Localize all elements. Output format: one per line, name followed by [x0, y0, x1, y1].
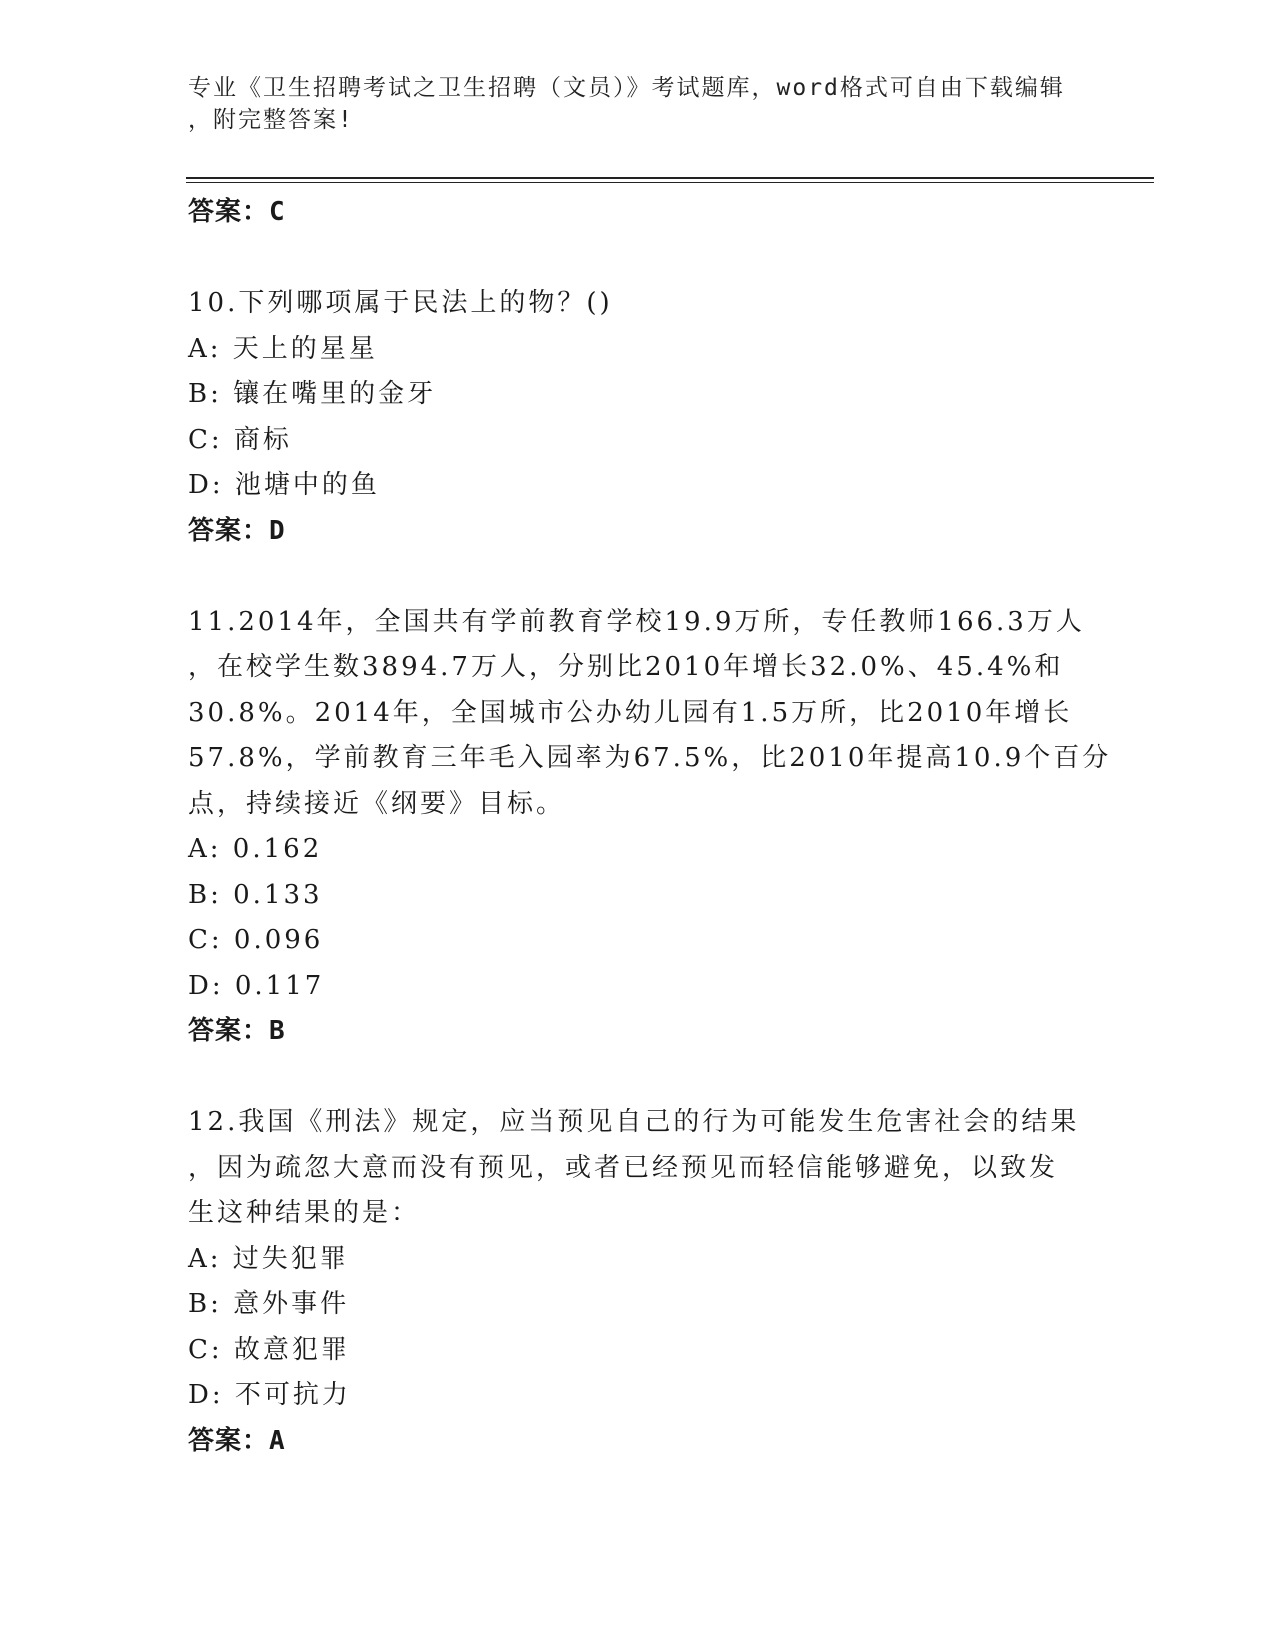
header-line-2: ，附完整答案! — [188, 107, 354, 133]
question-stem-line: 30.8%。2014年，全国城市公办幼儿园有1.5万所，比2010年增长 — [188, 697, 1073, 728]
option-a: A: 0.162 — [188, 834, 323, 864]
question-block — [188, 600, 1112, 1055]
document-header — [188, 72, 1088, 136]
option-a: A: 天上的星星 — [188, 333, 378, 364]
question-stem-line: 点，持续接近《纲要》目标。 — [188, 788, 566, 819]
question-stem-line: 57.8%，学前教育三年毛入园率为67.5%，比2010年提高10.9个百分 — [188, 743, 1112, 773]
option-b: B: 意外事件 — [188, 1289, 350, 1319]
question-block — [188, 1100, 1088, 1464]
option-b: B: 镶在嘴里的金牙 — [188, 379, 437, 409]
option-d: D: 池塘中的鱼 — [188, 470, 380, 500]
question-stem-line: 12.我国《刑法》规定，应当预见自己的行为可能发生危害社会的结果 — [188, 1107, 1080, 1137]
spacer — [188, 554, 1088, 600]
spacer — [188, 236, 1088, 282]
question-block — [188, 281, 1088, 554]
option-c: C: 商标 — [188, 424, 292, 455]
question-stem-line: 11.2014年，全国共有学前教育学校19.9万所，专任教师166.3万人 — [188, 606, 1085, 637]
option-c: C: 故意犯罪 — [188, 1334, 350, 1365]
header-divider-thin — [186, 182, 1154, 183]
question-stem-line: 生这种结果的是： — [188, 1198, 421, 1228]
option-d: D: 0.117 — [188, 970, 325, 1001]
answer-label: 答案：A — [188, 1425, 286, 1456]
spacer — [188, 1055, 1088, 1101]
option-c: C: 0.096 — [188, 925, 324, 955]
option-d: D: 不可抗力 — [188, 1380, 351, 1410]
previous-answer: 答案：C — [188, 197, 286, 227]
document-body — [188, 190, 1112, 1464]
question-stem-line: 10.下列哪项属于民法上的物？() — [188, 288, 613, 318]
answer-label: 答案：B — [188, 1016, 286, 1046]
option-b: B: 0.133 — [188, 879, 323, 910]
header-line-1: 专业《卫生招聘考试之卫生招聘（文员）》考试题库，word格式可自由下载编辑 — [188, 75, 1065, 101]
header-divider-thick — [186, 177, 1154, 179]
answer-label: 答案：D — [188, 515, 286, 546]
question-stem-line: ，在校学生数3894.7万人，分别比2010年增长32.0%、45.4%和 — [188, 652, 1064, 682]
question-stem-line: ，因为疏忽大意而没有预见，或者已经预见而轻信能够避免，以致发 — [188, 1152, 1059, 1183]
option-a: A: 过失犯罪 — [188, 1243, 349, 1274]
